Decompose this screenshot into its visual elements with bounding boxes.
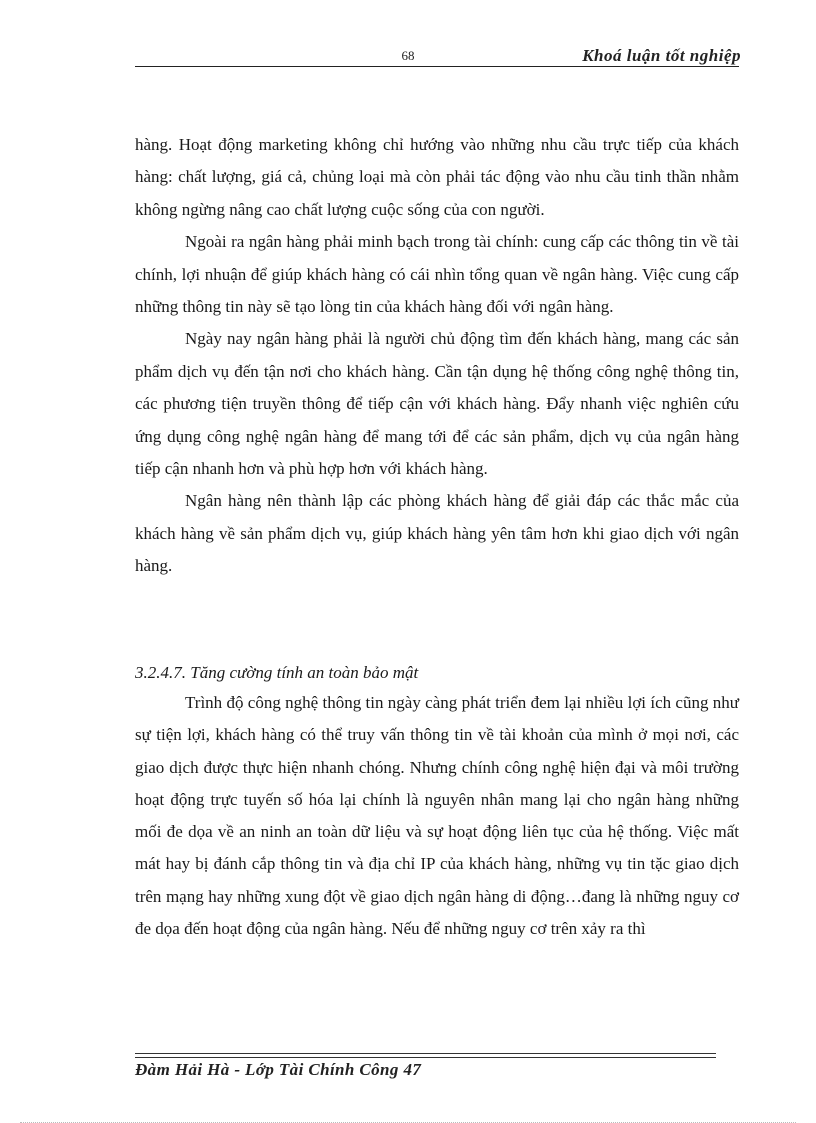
footer-divider-thin bbox=[135, 1053, 716, 1054]
footer-author: Đàm Hải Hà - Lớp Tài Chính Công 47 bbox=[135, 1060, 422, 1079]
header-divider bbox=[135, 66, 739, 67]
footer-divider-thick bbox=[135, 1057, 716, 1058]
header-title: Khoá luận tốt nghiệp bbox=[582, 46, 741, 65]
section-heading: 3.2.4.7. Tăng cường tính an toàn bảo mật bbox=[135, 663, 419, 682]
page-number: 68 bbox=[401, 48, 415, 63]
paragraph-4: Ngân hàng nên thành lập các phòng khách hàng để giải đáp các thắc mắc của khách hàng về sản phẩm dịch vụ, giúp khách hàng yên tâm hơn khi giao dịch với ngân hàng. bbox=[135, 491, 739, 576]
section-paragraph: Trình độ công nghệ thông tin ngày càng phát triển đem lại nhiều lợi ích cũng như sự tiện lợi, khách hàng có thể truy vấn thông tin về tài khoản của mình ở mọi nơi, các giao dịch được thực hiện nhanh chóng. Nhưng chính công nghệ hiện đại và môi trường hoạt động trực tuyến số hóa lại chính là nguyên nhân mang lại cho ngân hàng những mối đe dọa về an ninh an toàn dữ liệu và sự hoạt động liên tục của hệ thống. Việc mất mát hay bị đánh cắp thông tin và địa chỉ IP của khách hàng, những vụ tin tặc giao dịch trên mạng hay những xung đột về giao dịch ngân hàng di động…đang là những nguy cơ đe dọa đến hoạt động của ngân hàng. Nếu để những nguy cơ trên xảy ra thì bbox=[135, 693, 739, 939]
paragraph-3: Ngày nay ngân hàng phải là người chủ động tìm đến khách hàng, mang các sản phẩm dịch vụ đến tận nơi cho khách hàng. Cần tận dụng hệ thống công nghệ thông tin, các phương tiện truyền thông để tiếp cận với khách hàng. Đẩy nhanh việc nghiên cứu ứng dụng công nghệ ngân hàng để mang tới để các sản phẩm, dịch vụ của ngân hàng tiếp cận nhanh hơn và phù hợp hơn với khách hàng. bbox=[135, 329, 739, 479]
section-body bbox=[135, 687, 739, 945]
body-text bbox=[135, 129, 739, 583]
paragraph-1: hàng. Hoạt động marketing không chỉ hướng vào những nhu cầu trực tiếp của khách hàng: chất lượng, giá cả, chủng loại mà còn phải tác động vào nhu cầu tinh thần nhằm không ngừng nâng cao chất lượng cuộc sống của con người. bbox=[135, 135, 739, 219]
paragraph-2: Ngoài ra ngân hàng phải minh bạch trong tài chính: cung cấp các thông tin về tài chính, lợi nhuận để giúp khách hàng có cái nhìn tổng quan về ngân hàng. Việc cung cấp những thông tin này sẽ tạo lòng tin của khách hàng đối với ngân hàng. bbox=[135, 232, 739, 317]
